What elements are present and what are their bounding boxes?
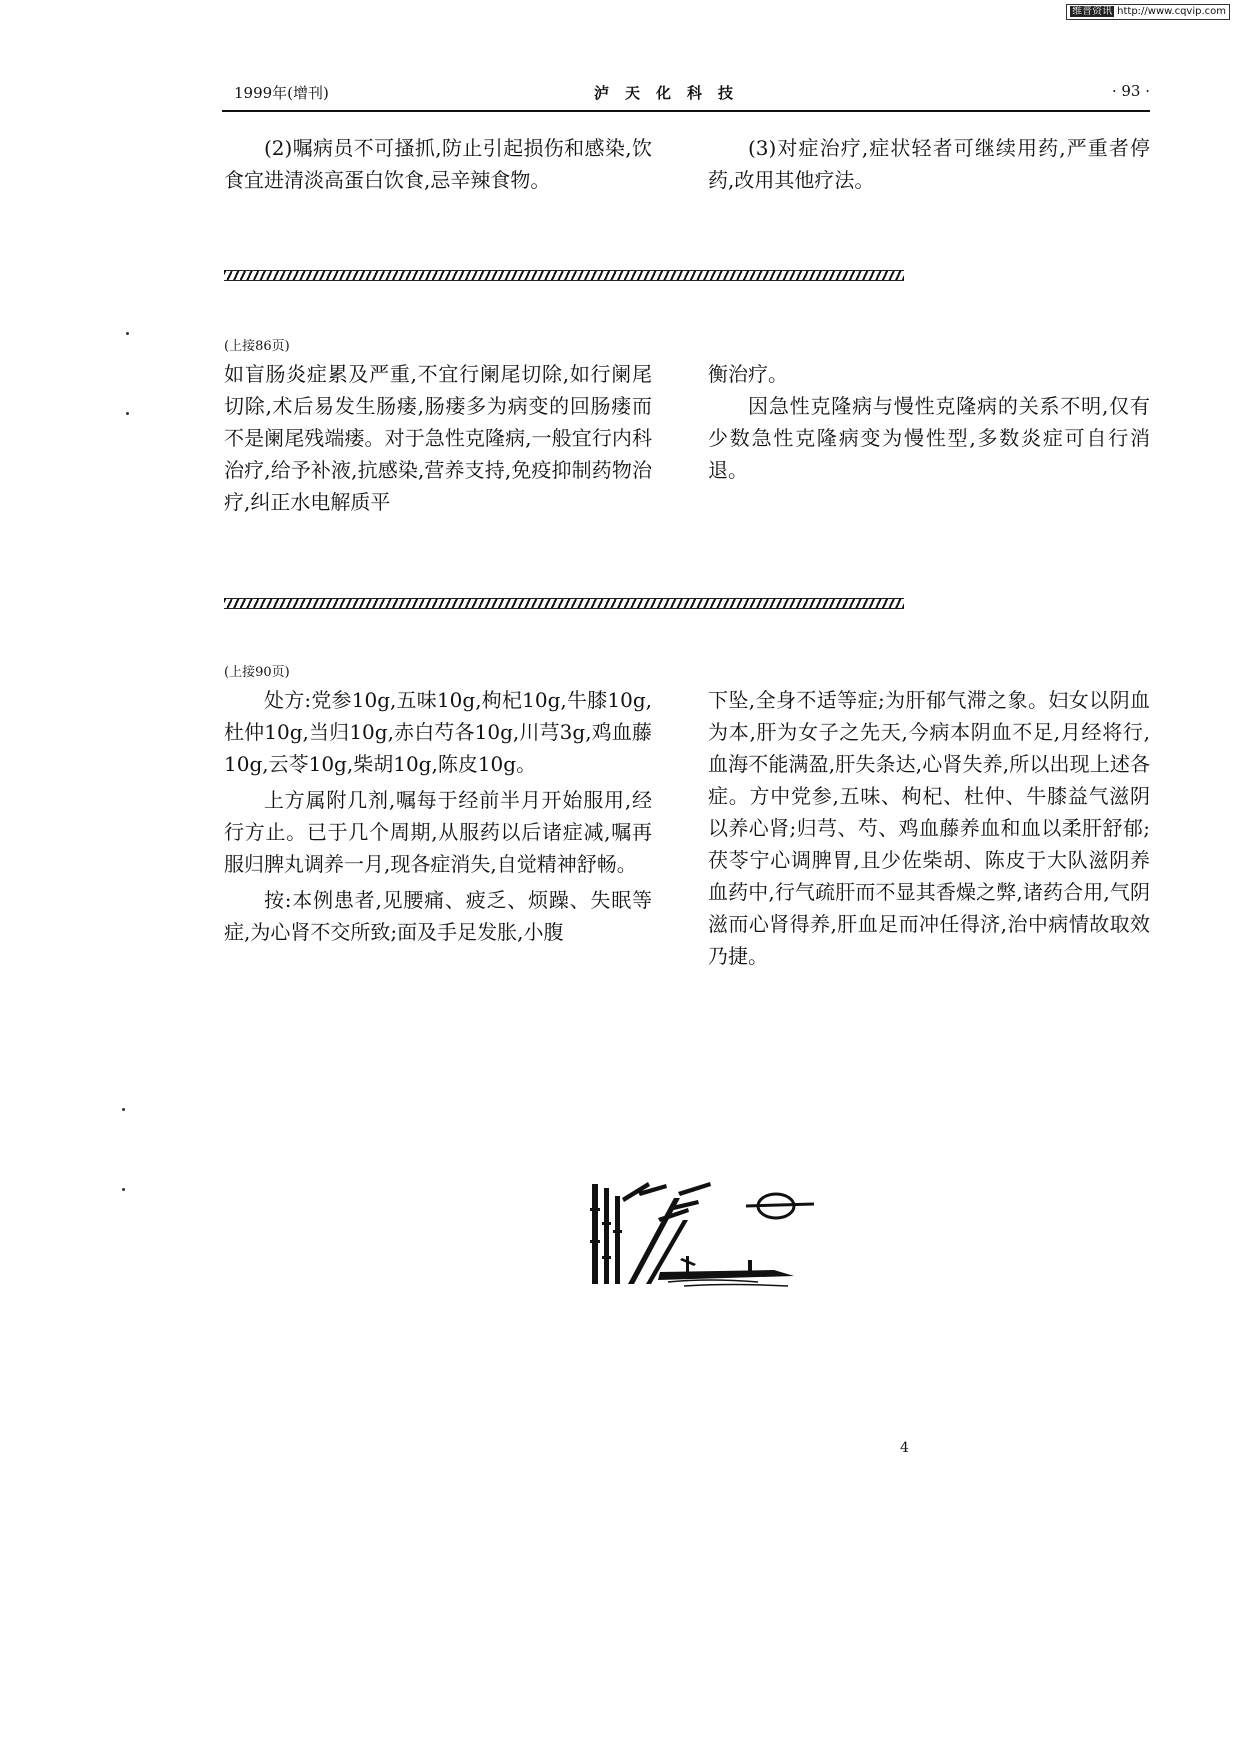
continued-from-ref: (上接90页) <box>224 665 290 680</box>
page-header <box>234 82 1150 106</box>
scan-speck <box>126 332 129 335</box>
watermark-url[interactable]: http://www.cqvip.com <box>1117 6 1226 17</box>
section2-left-text: 如盲肠炎症累及严重,不宜行阑尾切除,如行阑尾切除,术后易发生肠瘘,肠瘘多为病变的回肠瘘而不是阑尾残端瘘。对于急性克隆病,一般宜行内科治疗,给予补液,抗感染,营养支持,免疫抑制药物治疗,纠正水电解质平 <box>224 362 652 514</box>
journal-title: 泸天化科技 <box>594 84 750 102</box>
footer-mark: 4 <box>900 1440 909 1456</box>
commentary-paragraph: 按:本例患者,见腰痛、疲乏、烦躁、失眠等症,为心肾不交所致;面及手足发胀,小腹 <box>224 888 652 944</box>
prescription-paragraph: 处方:党参10g,五味10g,枸杞10g,牛膝10g,杜仲10g,当归10g,赤白芍各10g,川芎3g,鸡血藤10g,云苓10g,柴胡10g,陈皮10g。 <box>224 688 652 776</box>
continued-from-ref: (上接86页) <box>224 339 290 354</box>
section1-left-column <box>224 132 652 196</box>
header-rule <box>222 110 1150 112</box>
section2-right-p1: 衡治疗。 <box>708 362 788 386</box>
section1-right-column <box>708 132 1150 196</box>
section3-left-column <box>224 684 652 948</box>
header-issue: 1999年(增刊) <box>234 84 329 102</box>
watermark[interactable] <box>1066 4 1230 20</box>
page-number: · 93 · <box>1111 82 1150 100</box>
bamboo-boat-illustration <box>588 1178 824 1288</box>
section1-right-text: (3)对症治疗,症状轻者可继续用药,严重者停药,改用其他疗法。 <box>708 136 1150 192</box>
section3-right-column <box>708 684 1150 972</box>
commentary-continued: 下坠,全身不适等症;为肝郁气滞之象。妇女以阴血为本,肝为女子之先天,今病本阴血不足,月经将行,血海不能满盈,肝失条达,心肾失养,所以出现上述各症。方中党参,五味、枸杞、杜仲、牛膝益气滋阴以养心肾;归芎、芍、鸡血藤养血和血以柔肝舒郁;茯苓宁心调脾胃,且少佐柴胡、陈皮于大队滋阴养血药中,行气疏肝而不显其香燥之弊,诸药合用,气阴滋而心肾得养,肝血足而冲任得济,治中病情故取效乃捷。 <box>708 688 1150 968</box>
section-divider <box>224 598 904 609</box>
scan-speck <box>122 1108 125 1111</box>
treatment-paragraph: 上方属附几剂,嘱每于经前半月开始服用,经行方止。已于几个周期,从服药以后诸症减,嘱再服归脾丸调养一月,现各症消失,自觉精神舒畅。 <box>224 788 652 876</box>
watermark-brand: 维普资讯 <box>1072 6 1113 17</box>
section-divider <box>224 270 904 281</box>
section2-right-p2: 因急性克隆病与慢性克隆病的关系不明,仅有少数急性克隆病变为慢性型,多数炎症可自行消退。 <box>708 394 1150 482</box>
scan-speck <box>126 412 129 415</box>
section2-right-column <box>708 358 1150 486</box>
section1-left-text: (2)嘱病员不可搔抓,防止引起损伤和感染,饮食宜进清淡高蛋白饮食,忌辛辣食物。 <box>224 136 652 192</box>
section2-left-column <box>224 358 652 518</box>
scan-speck <box>122 1188 125 1191</box>
